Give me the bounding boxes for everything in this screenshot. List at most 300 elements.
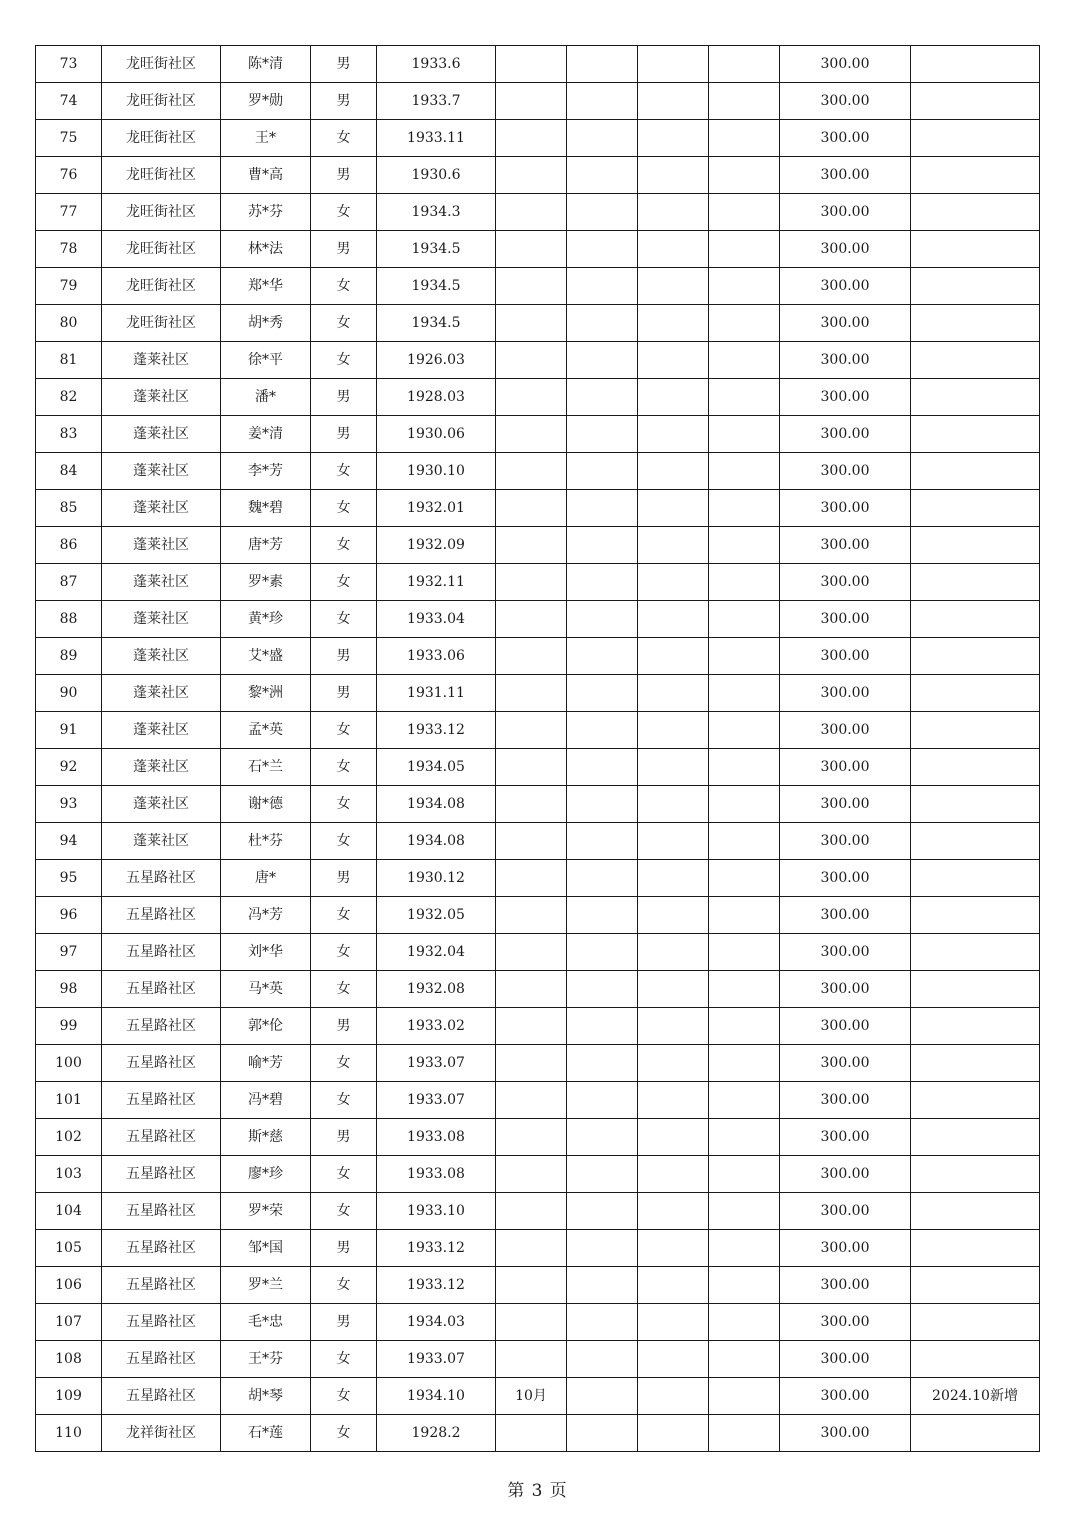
amount-cell: 300.00 bbox=[780, 786, 911, 823]
amount-cell: 300.00 bbox=[780, 601, 911, 638]
blank-cell-a bbox=[567, 83, 638, 120]
month-cell bbox=[496, 1119, 567, 1156]
gender-cell: 女 bbox=[311, 749, 377, 786]
month-cell: 10月 bbox=[496, 1378, 567, 1415]
blank-cell-a bbox=[567, 490, 638, 527]
birth-cell: 1933.07 bbox=[377, 1341, 496, 1378]
birth-cell: 1933.11 bbox=[377, 120, 496, 157]
blank-cell-c bbox=[709, 934, 780, 971]
birth-cell: 1934.3 bbox=[377, 194, 496, 231]
gender-cell: 女 bbox=[311, 1378, 377, 1415]
seq-cell: 86 bbox=[36, 527, 102, 564]
table-row bbox=[36, 1341, 1040, 1378]
month-cell bbox=[496, 934, 567, 971]
table-row bbox=[36, 1304, 1040, 1341]
name-cell: 艾*盛 bbox=[221, 638, 311, 675]
table-row bbox=[36, 490, 1040, 527]
seq-cell: 77 bbox=[36, 194, 102, 231]
community-cell: 蓬莱社区 bbox=[102, 453, 221, 490]
gender-cell: 女 bbox=[311, 1415, 377, 1452]
gender-cell: 女 bbox=[311, 1193, 377, 1230]
name-cell: 胡*琴 bbox=[221, 1378, 311, 1415]
blank-cell-c bbox=[709, 1304, 780, 1341]
birth-cell: 1933.12 bbox=[377, 712, 496, 749]
blank-cell-c bbox=[709, 268, 780, 305]
community-cell: 五星路社区 bbox=[102, 934, 221, 971]
seq-cell: 106 bbox=[36, 1267, 102, 1304]
blank-cell-b bbox=[638, 46, 709, 83]
birth-cell: 1934.5 bbox=[377, 268, 496, 305]
gender-cell: 男 bbox=[311, 379, 377, 416]
gender-cell: 男 bbox=[311, 638, 377, 675]
seq-cell: 85 bbox=[36, 490, 102, 527]
blank-cell-b bbox=[638, 231, 709, 268]
table-row bbox=[36, 416, 1040, 453]
blank-cell-c bbox=[709, 1045, 780, 1082]
name-cell: 陈*清 bbox=[221, 46, 311, 83]
month-cell bbox=[496, 157, 567, 194]
table-row bbox=[36, 1415, 1040, 1452]
gender-cell: 男 bbox=[311, 1008, 377, 1045]
seq-cell: 91 bbox=[36, 712, 102, 749]
blank-cell-a bbox=[567, 231, 638, 268]
table-row bbox=[36, 1119, 1040, 1156]
amount-cell: 300.00 bbox=[780, 120, 911, 157]
amount-cell: 300.00 bbox=[780, 897, 911, 934]
table-row bbox=[36, 564, 1040, 601]
amount-cell: 300.00 bbox=[780, 749, 911, 786]
blank-cell-c bbox=[709, 1193, 780, 1230]
table-row bbox=[36, 675, 1040, 712]
community-cell: 五星路社区 bbox=[102, 1230, 221, 1267]
table-row bbox=[36, 379, 1040, 416]
community-cell: 蓬莱社区 bbox=[102, 712, 221, 749]
month-cell bbox=[496, 897, 567, 934]
seq-cell: 83 bbox=[36, 416, 102, 453]
blank-cell-b bbox=[638, 601, 709, 638]
birth-cell: 1933.12 bbox=[377, 1230, 496, 1267]
name-cell: 罗*兰 bbox=[221, 1267, 311, 1304]
remark-cell bbox=[911, 1008, 1040, 1045]
table-row bbox=[36, 1082, 1040, 1119]
community-cell: 五星路社区 bbox=[102, 1341, 221, 1378]
blank-cell-c bbox=[709, 860, 780, 897]
amount-cell: 300.00 bbox=[780, 1378, 911, 1415]
name-cell: 黎*洲 bbox=[221, 675, 311, 712]
seq-cell: 93 bbox=[36, 786, 102, 823]
amount-cell: 300.00 bbox=[780, 268, 911, 305]
page-number: 第 3 页 bbox=[507, 1481, 568, 1501]
blank-cell-a bbox=[567, 1304, 638, 1341]
remark-cell bbox=[911, 379, 1040, 416]
name-cell: 胡*秀 bbox=[221, 305, 311, 342]
seq-cell: 92 bbox=[36, 749, 102, 786]
blank-cell-b bbox=[638, 1119, 709, 1156]
name-cell: 杜*芬 bbox=[221, 823, 311, 860]
birth-cell: 1930.12 bbox=[377, 860, 496, 897]
remark-cell bbox=[911, 1230, 1040, 1267]
blank-cell-a bbox=[567, 749, 638, 786]
remark-cell bbox=[911, 564, 1040, 601]
name-cell: 王* bbox=[221, 120, 311, 157]
seq-cell: 73 bbox=[36, 46, 102, 83]
name-cell: 苏*芬 bbox=[221, 194, 311, 231]
seq-cell: 75 bbox=[36, 120, 102, 157]
table-row bbox=[36, 1156, 1040, 1193]
blank-cell-c bbox=[709, 1119, 780, 1156]
table-row bbox=[36, 453, 1040, 490]
amount-cell: 300.00 bbox=[780, 157, 911, 194]
blank-cell-b bbox=[638, 1341, 709, 1378]
remark-cell bbox=[911, 860, 1040, 897]
birth-cell: 1934.05 bbox=[377, 749, 496, 786]
birth-cell: 1934.08 bbox=[377, 786, 496, 823]
amount-cell: 300.00 bbox=[780, 527, 911, 564]
gender-cell: 男 bbox=[311, 1119, 377, 1156]
blank-cell-b bbox=[638, 120, 709, 157]
blank-cell-b bbox=[638, 157, 709, 194]
remark-cell bbox=[911, 83, 1040, 120]
name-cell: 李*芳 bbox=[221, 453, 311, 490]
gender-cell: 女 bbox=[311, 712, 377, 749]
blank-cell-b bbox=[638, 527, 709, 564]
gender-cell: 男 bbox=[311, 860, 377, 897]
name-cell: 孟*英 bbox=[221, 712, 311, 749]
name-cell: 黄*珍 bbox=[221, 601, 311, 638]
table-row bbox=[36, 194, 1040, 231]
seq-cell: 94 bbox=[36, 823, 102, 860]
remark-cell bbox=[911, 1156, 1040, 1193]
seq-cell: 87 bbox=[36, 564, 102, 601]
seq-cell: 76 bbox=[36, 157, 102, 194]
table-row bbox=[36, 712, 1040, 749]
birth-cell: 1933.04 bbox=[377, 601, 496, 638]
remark-cell bbox=[911, 268, 1040, 305]
birth-cell: 1933.10 bbox=[377, 1193, 496, 1230]
blank-cell-a bbox=[567, 1230, 638, 1267]
community-cell: 蓬莱社区 bbox=[102, 342, 221, 379]
remark-cell bbox=[911, 786, 1040, 823]
birth-cell: 1934.10 bbox=[377, 1378, 496, 1415]
table-row bbox=[36, 1378, 1040, 1415]
seq-cell: 110 bbox=[36, 1415, 102, 1452]
table-row bbox=[36, 934, 1040, 971]
seq-cell: 100 bbox=[36, 1045, 102, 1082]
month-cell bbox=[496, 305, 567, 342]
amount-cell: 300.00 bbox=[780, 416, 911, 453]
blank-cell-c bbox=[709, 416, 780, 453]
seq-cell: 88 bbox=[36, 601, 102, 638]
name-cell: 毛*忠 bbox=[221, 1304, 311, 1341]
table-row bbox=[36, 1267, 1040, 1304]
blank-cell-c bbox=[709, 453, 780, 490]
remark-cell bbox=[911, 1082, 1040, 1119]
name-cell: 潘* bbox=[221, 379, 311, 416]
name-cell: 石*莲 bbox=[221, 1415, 311, 1452]
month-cell bbox=[496, 638, 567, 675]
blank-cell-a bbox=[567, 1119, 638, 1156]
amount-cell: 300.00 bbox=[780, 46, 911, 83]
remark-cell bbox=[911, 416, 1040, 453]
birth-cell: 1928.03 bbox=[377, 379, 496, 416]
community-cell: 龙旺街社区 bbox=[102, 83, 221, 120]
blank-cell-a bbox=[567, 638, 638, 675]
seq-cell: 90 bbox=[36, 675, 102, 712]
name-cell: 林*法 bbox=[221, 231, 311, 268]
blank-cell-b bbox=[638, 749, 709, 786]
blank-cell-a bbox=[567, 194, 638, 231]
blank-cell-c bbox=[709, 379, 780, 416]
table-row bbox=[36, 120, 1040, 157]
remark-cell bbox=[911, 749, 1040, 786]
blank-cell-b bbox=[638, 379, 709, 416]
table-row bbox=[36, 157, 1040, 194]
month-cell bbox=[496, 268, 567, 305]
blank-cell-b bbox=[638, 194, 709, 231]
name-cell: 石*兰 bbox=[221, 749, 311, 786]
blank-cell-b bbox=[638, 1045, 709, 1082]
table-row bbox=[36, 601, 1040, 638]
month-cell bbox=[496, 194, 567, 231]
blank-cell-c bbox=[709, 1415, 780, 1452]
month-cell bbox=[496, 712, 567, 749]
name-cell: 谢*德 bbox=[221, 786, 311, 823]
blank-cell-c bbox=[709, 749, 780, 786]
amount-cell: 300.00 bbox=[780, 1415, 911, 1452]
amount-cell: 300.00 bbox=[780, 638, 911, 675]
gender-cell: 男 bbox=[311, 675, 377, 712]
birth-cell: 1933.6 bbox=[377, 46, 496, 83]
remark-cell bbox=[911, 453, 1040, 490]
blank-cell-a bbox=[567, 1267, 638, 1304]
blank-cell-a bbox=[567, 675, 638, 712]
month-cell bbox=[496, 1341, 567, 1378]
amount-cell: 300.00 bbox=[780, 1230, 911, 1267]
name-cell: 郑*华 bbox=[221, 268, 311, 305]
amount-cell: 300.00 bbox=[780, 712, 911, 749]
blank-cell-a bbox=[567, 1415, 638, 1452]
birth-cell: 1934.5 bbox=[377, 305, 496, 342]
gender-cell: 女 bbox=[311, 490, 377, 527]
community-cell: 五星路社区 bbox=[102, 1156, 221, 1193]
seq-cell: 81 bbox=[36, 342, 102, 379]
name-cell: 邹*国 bbox=[221, 1230, 311, 1267]
seq-cell: 96 bbox=[36, 897, 102, 934]
gender-cell: 男 bbox=[311, 231, 377, 268]
table-row bbox=[36, 786, 1040, 823]
seq-cell: 109 bbox=[36, 1378, 102, 1415]
month-cell bbox=[496, 46, 567, 83]
blank-cell-a bbox=[567, 379, 638, 416]
amount-cell: 300.00 bbox=[780, 934, 911, 971]
amount-cell: 300.00 bbox=[780, 1193, 911, 1230]
blank-cell-b bbox=[638, 1415, 709, 1452]
blank-cell-a bbox=[567, 1045, 638, 1082]
seq-cell: 104 bbox=[36, 1193, 102, 1230]
blank-cell-c bbox=[709, 638, 780, 675]
community-cell: 五星路社区 bbox=[102, 1008, 221, 1045]
blank-cell-c bbox=[709, 971, 780, 1008]
name-cell: 郭*伦 bbox=[221, 1008, 311, 1045]
birth-cell: 1932.08 bbox=[377, 971, 496, 1008]
name-cell: 冯*芳 bbox=[221, 897, 311, 934]
name-cell: 冯*碧 bbox=[221, 1082, 311, 1119]
community-cell: 蓬莱社区 bbox=[102, 786, 221, 823]
name-cell: 魏*碧 bbox=[221, 490, 311, 527]
birth-cell: 1933.02 bbox=[377, 1008, 496, 1045]
amount-cell: 300.00 bbox=[780, 1082, 911, 1119]
community-cell: 五星路社区 bbox=[102, 1304, 221, 1341]
amount-cell: 300.00 bbox=[780, 194, 911, 231]
community-cell: 龙旺街社区 bbox=[102, 120, 221, 157]
month-cell bbox=[496, 1230, 567, 1267]
table-body bbox=[36, 46, 1040, 1452]
seq-cell: 82 bbox=[36, 379, 102, 416]
community-cell: 龙旺街社区 bbox=[102, 46, 221, 83]
blank-cell-c bbox=[709, 1008, 780, 1045]
beneficiary-table bbox=[35, 45, 1040, 1452]
amount-cell: 300.00 bbox=[780, 342, 911, 379]
community-cell: 龙旺街社区 bbox=[102, 157, 221, 194]
birth-cell: 1933.07 bbox=[377, 1082, 496, 1119]
blank-cell-c bbox=[709, 342, 780, 379]
blank-cell-a bbox=[567, 601, 638, 638]
blank-cell-a bbox=[567, 1341, 638, 1378]
amount-cell: 300.00 bbox=[780, 305, 911, 342]
birth-cell: 1933.7 bbox=[377, 83, 496, 120]
community-cell: 蓬莱社区 bbox=[102, 564, 221, 601]
blank-cell-c bbox=[709, 120, 780, 157]
table-row bbox=[36, 83, 1040, 120]
amount-cell: 300.00 bbox=[780, 1156, 911, 1193]
seq-cell: 78 bbox=[36, 231, 102, 268]
month-cell bbox=[496, 453, 567, 490]
gender-cell: 女 bbox=[311, 971, 377, 1008]
month-cell bbox=[496, 1304, 567, 1341]
blank-cell-b bbox=[638, 1082, 709, 1119]
amount-cell: 300.00 bbox=[780, 379, 911, 416]
blank-cell-a bbox=[567, 934, 638, 971]
remark-cell bbox=[911, 1119, 1040, 1156]
blank-cell-b bbox=[638, 860, 709, 897]
amount-cell: 300.00 bbox=[780, 1008, 911, 1045]
remark-cell bbox=[911, 971, 1040, 1008]
blank-cell-c bbox=[709, 564, 780, 601]
remark-cell bbox=[911, 1193, 1040, 1230]
seq-cell: 74 bbox=[36, 83, 102, 120]
blank-cell-b bbox=[638, 83, 709, 120]
blank-cell-a bbox=[567, 453, 638, 490]
blank-cell-a bbox=[567, 564, 638, 601]
community-cell: 蓬莱社区 bbox=[102, 823, 221, 860]
birth-cell: 1932.11 bbox=[377, 564, 496, 601]
blank-cell-b bbox=[638, 1008, 709, 1045]
seq-cell: 98 bbox=[36, 971, 102, 1008]
blank-cell-a bbox=[567, 1378, 638, 1415]
name-cell: 徐*平 bbox=[221, 342, 311, 379]
blank-cell-a bbox=[567, 268, 638, 305]
table-row bbox=[36, 527, 1040, 564]
remark-cell bbox=[911, 675, 1040, 712]
blank-cell-c bbox=[709, 194, 780, 231]
month-cell bbox=[496, 823, 567, 860]
birth-cell: 1928.2 bbox=[377, 1415, 496, 1452]
remark-cell bbox=[911, 712, 1040, 749]
blank-cell-a bbox=[567, 157, 638, 194]
blank-cell-a bbox=[567, 1008, 638, 1045]
table-row bbox=[36, 1230, 1040, 1267]
birth-cell: 1934.08 bbox=[377, 823, 496, 860]
blank-cell-b bbox=[638, 786, 709, 823]
seq-cell: 102 bbox=[36, 1119, 102, 1156]
community-cell: 五星路社区 bbox=[102, 971, 221, 1008]
remark-cell bbox=[911, 231, 1040, 268]
month-cell bbox=[496, 1082, 567, 1119]
blank-cell-a bbox=[567, 527, 638, 564]
seq-cell: 97 bbox=[36, 934, 102, 971]
blank-cell-c bbox=[709, 231, 780, 268]
blank-cell-a bbox=[567, 416, 638, 453]
blank-cell-c bbox=[709, 1156, 780, 1193]
blank-cell-a bbox=[567, 305, 638, 342]
month-cell bbox=[496, 83, 567, 120]
table-row bbox=[36, 305, 1040, 342]
blank-cell-b bbox=[638, 1378, 709, 1415]
seq-cell: 99 bbox=[36, 1008, 102, 1045]
community-cell: 龙旺街社区 bbox=[102, 268, 221, 305]
community-cell: 蓬莱社区 bbox=[102, 527, 221, 564]
blank-cell-c bbox=[709, 823, 780, 860]
name-cell: 喻*芳 bbox=[221, 1045, 311, 1082]
seq-cell: 108 bbox=[36, 1341, 102, 1378]
blank-cell-a bbox=[567, 1156, 638, 1193]
gender-cell: 男 bbox=[311, 416, 377, 453]
birth-cell: 1934.5 bbox=[377, 231, 496, 268]
remark-cell bbox=[911, 527, 1040, 564]
amount-cell: 300.00 bbox=[780, 1045, 911, 1082]
community-cell: 蓬莱社区 bbox=[102, 379, 221, 416]
amount-cell: 300.00 bbox=[780, 860, 911, 897]
blank-cell-a bbox=[567, 823, 638, 860]
remark-cell bbox=[911, 934, 1040, 971]
table-row bbox=[36, 1045, 1040, 1082]
blank-cell-b bbox=[638, 305, 709, 342]
seq-cell: 79 bbox=[36, 268, 102, 305]
blank-cell-a bbox=[567, 971, 638, 1008]
table-row bbox=[36, 860, 1040, 897]
amount-cell: 300.00 bbox=[780, 971, 911, 1008]
blank-cell-b bbox=[638, 268, 709, 305]
birth-cell: 1926.03 bbox=[377, 342, 496, 379]
community-cell: 蓬莱社区 bbox=[102, 675, 221, 712]
blank-cell-c bbox=[709, 1267, 780, 1304]
birth-cell: 1931.11 bbox=[377, 675, 496, 712]
birth-cell: 1934.03 bbox=[377, 1304, 496, 1341]
table-row bbox=[36, 971, 1040, 1008]
blank-cell-a bbox=[567, 712, 638, 749]
gender-cell: 女 bbox=[311, 268, 377, 305]
remark-cell bbox=[911, 638, 1040, 675]
birth-cell: 1932.09 bbox=[377, 527, 496, 564]
name-cell: 斯*慈 bbox=[221, 1119, 311, 1156]
remark-cell bbox=[911, 1341, 1040, 1378]
birth-cell: 1933.06 bbox=[377, 638, 496, 675]
month-cell bbox=[496, 231, 567, 268]
gender-cell: 女 bbox=[311, 527, 377, 564]
community-cell: 龙祥街社区 bbox=[102, 1415, 221, 1452]
table-row bbox=[36, 897, 1040, 934]
amount-cell: 300.00 bbox=[780, 1267, 911, 1304]
